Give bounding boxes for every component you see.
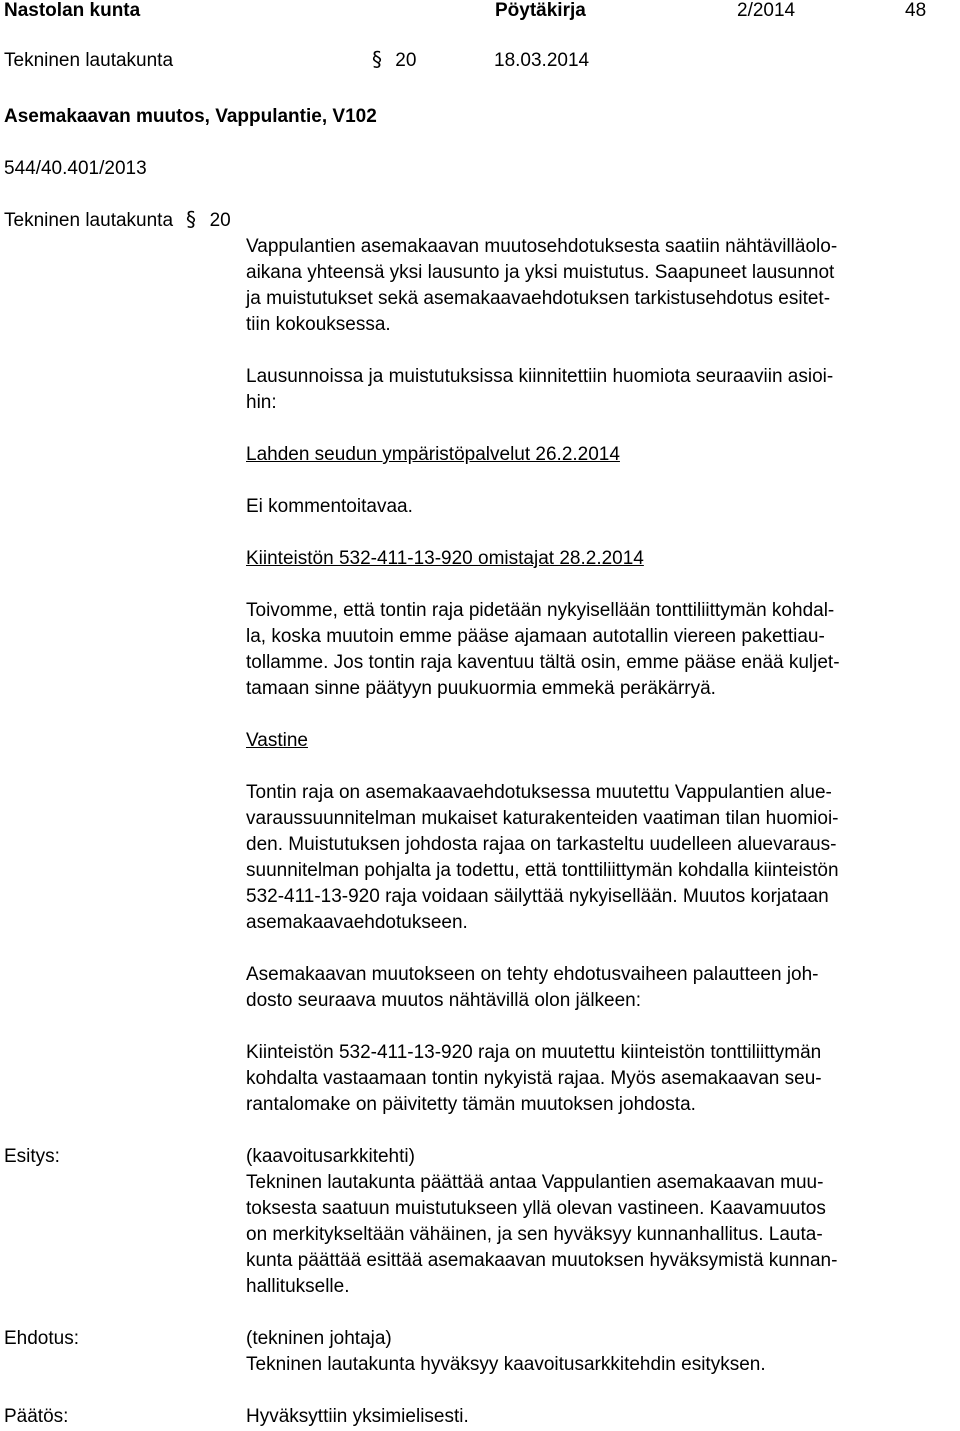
doc-type: Pöytäkirja <box>495 0 586 21</box>
page-number: 48 <box>905 0 927 21</box>
paatos-text: Hyväksyttiin yksimielisesti. <box>246 1406 469 1427</box>
body-section-number: 20 <box>209 210 231 231</box>
paragraph-response: Tontin raja on asemakaavaehdotuksessa muutettu Vappulantien alue- varaussuunnitelman mukaiset katurakenteiden vaatiman tilan huomioi- den. Muistutuksen johdosta rajaa on tarkasteltu uudelleen aluevaraus- suunnitelman pohjalta ja todettu, että tonttiliittymän kohdalla kiinteistön 532-411-13-920 raja voidaan säilyttää nykyisellään. Muutos korjataan asemakaavaehdotukseen. <box>246 782 839 933</box>
org-name: Nastolan kunta <box>4 0 141 21</box>
esitys-author: (kaavoitusarkkitehti) <box>246 1146 415 1167</box>
doc-number: 2/2014 <box>737 0 796 21</box>
heading-statement-2: Kiinteistön 532-411-13-920 omistajat 28.2.2014 <box>246 548 644 569</box>
ehdotus-label: Ehdotus: <box>4 1328 79 1349</box>
svg-text:§: § <box>372 47 382 71</box>
body-committee-line <box>4 208 231 234</box>
page-title: Asemakaavan muutos, Vappulantie, V102 <box>4 106 377 127</box>
paragraph-no-comment: Ei kommentoitavaa. <box>246 496 413 517</box>
record-id: 544/40.401/2013 <box>4 158 147 179</box>
paatos-label: Päätös: <box>4 1406 69 1427</box>
header-date: 18.03.2014 <box>494 50 590 71</box>
ehdotus-text: Tekninen lautakunta hyväksyy kaavoitusarkkitehdin esityksen. <box>246 1354 766 1375</box>
header-section-number: 20 <box>395 50 417 71</box>
paragraph-attention: Lausunnoissa ja muistutuksissa kiinnitettiin huomiota seuraaviin asioi- hin: <box>246 366 834 413</box>
paragraph-intro: Vappulantien asemakaavan muutosehdotuksesta saatiin nähtävilläolo- aikana yhteensä yksi lausunto ja yksi muistutus. Saapuneet lausunnot ja muistutukset sekä asemakaavaehdotuksen tarkistusehdotus esitet- tiin kokouksessa. <box>246 236 838 335</box>
svg-text:§: § <box>186 207 197 231</box>
body-committee: Tekninen lautakunta <box>4 210 174 231</box>
header-section <box>370 48 416 74</box>
esitys-label: Esitys: <box>4 1146 60 1167</box>
heading-statement-1: Lahden seudun ympäristöpalvelut 26.2.2014 <box>246 444 620 465</box>
header-committee: Tekninen lautakunta <box>4 50 174 71</box>
heading-response: Vastine <box>246 730 308 751</box>
ehdotus-author: (tekninen johtaja) <box>246 1328 392 1349</box>
esitys-text: Tekninen lautakunta päättää antaa Vappulantien asemakaavan muu- toksesta saatuun muistutukseen yllä olevan vastineen. Kaavamuutos on merkitykseltään vähäinen, ja sen hyväksyy kunnanhallitus. Lauta- kunta päättää esittää asemakaavan muutoksen hyväksymistä kunnan- hallitukselle. <box>246 1172 838 1297</box>
paragraph-change-detail: Kiinteistön 532-411-13-920 raja on muutettu kiinteistön tonttiliittymän kohdalta vastaamaan tontin nykyistä rajaa. Myös asemakaavan seu- rantalomake on päivitetty tämän muutoksen johdosta. <box>246 1042 822 1115</box>
paragraph-owner-request: Toivomme, että tontin raja pidetään nykyisellään tonttiliittymän kohdal- la, koska muutoin emme pääse ajamaan autotallin viereen pakettiau- tollamme. Jos tontin raja kaventuu tältä osin, emme pääse enää kuljet- tamaan sinne päätyyn puukuormia emmekä peräkärryä. <box>246 600 840 699</box>
paragraph-change: Asemakaavan muutokseen on tehty ehdotusvaiheen palautteen joh- dosto seuraava muutos nähtävillä olon jälkeen: <box>246 964 819 1011</box>
